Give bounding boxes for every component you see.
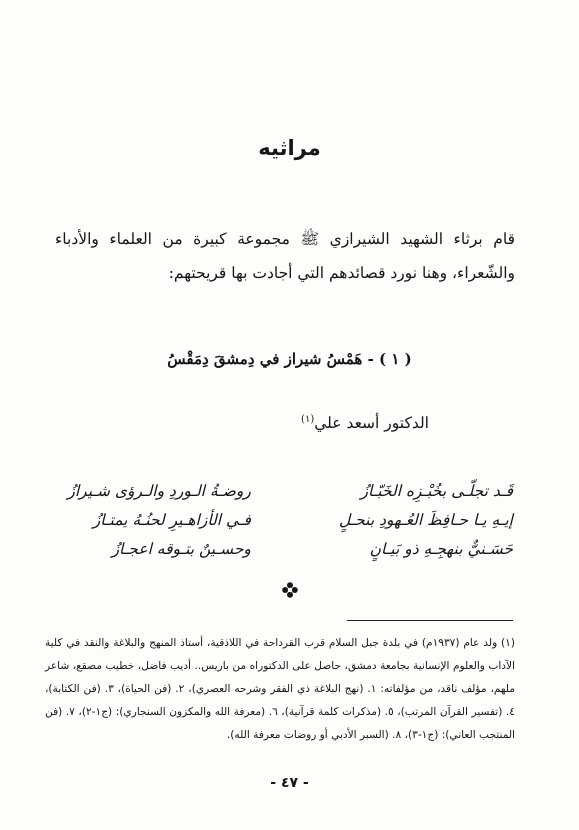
intro-paragraph: قام برثاء الشهيد الشيرازي ﷺ مجموعة كبيرة من العلماء والأدباء والشّعراء، وهنا نورد قصائدهم التي أجادت بها قريحتهم: [55,230,515,282]
author-name: الدكتور أسعد علي [314,414,429,433]
verse-first-hemistich: حَسَـنيٌّ بنهجِـهِ ذو بَيـانٍ [369,540,513,558]
verse-second-hemistich: روضـةُ الـوردِ والـرؤى شـيرازُ [67,482,251,500]
verse-line [45,540,513,569]
verse-first-hemistich: إيـهِ يـا حـافِظَ العُـهودِ بنحـلٍ [338,511,513,529]
footnote-ref[interactable]: (١) [301,414,315,425]
page-title: مراثيه [258,136,321,160]
verse-second-hemistich: وحسـينٌ بتـوقه اعجـازُ [111,540,251,558]
verse-line [45,511,513,540]
poem-heading: ( ١ ) - هَمْسُ شيراز في دِمشقَ دِمَقْسُ [167,350,412,368]
flower-ornament-icon [0,582,579,603]
verse-first-hemistich: قَـد تجلّـى بخُبْـزِه الخَبّـازُ [360,482,513,500]
footnote-divider [347,620,513,621]
page-number: - ٤٧ - [270,775,309,791]
poem-author [301,414,429,432]
footnote-text: (١) ولد عام (١٩٣٧م) في بلدة جبل السلام قرب القرداحة في اللاذقية، أستاذ المنهج والبلاغة والنقد في كلية الآداب والعلوم الإنسانية بجامعة دمشق، حاصل على الدكتوراه من باريس.. أديب فاضل، خطيب مصقع، شاعر ملهم، مؤلف ناقد، من مؤلفاته: ١. (نهج البلاغة ذي الفقر وشرحه العصري)، ٢. (فن الحياة)، ٣. (فن الكتابة)، ٤. (تفسير القرآن المرتب)، ٥. (مذكرات كلمة قرآنية)، ٦. (معرفة الله والمكزون السنجاري): (ج١-٢)، ٧. (فن المنتجب العاني): (ج١-٣)، ٨. (السبر الأدبي أو روضات معرفة الله). [45,637,515,741]
verse-second-hemistich: فـي الأزاهـيرِ لحنُـهُ يمتـازُ [92,511,251,529]
poem-verses [45,482,513,569]
verse-line [45,482,513,511]
